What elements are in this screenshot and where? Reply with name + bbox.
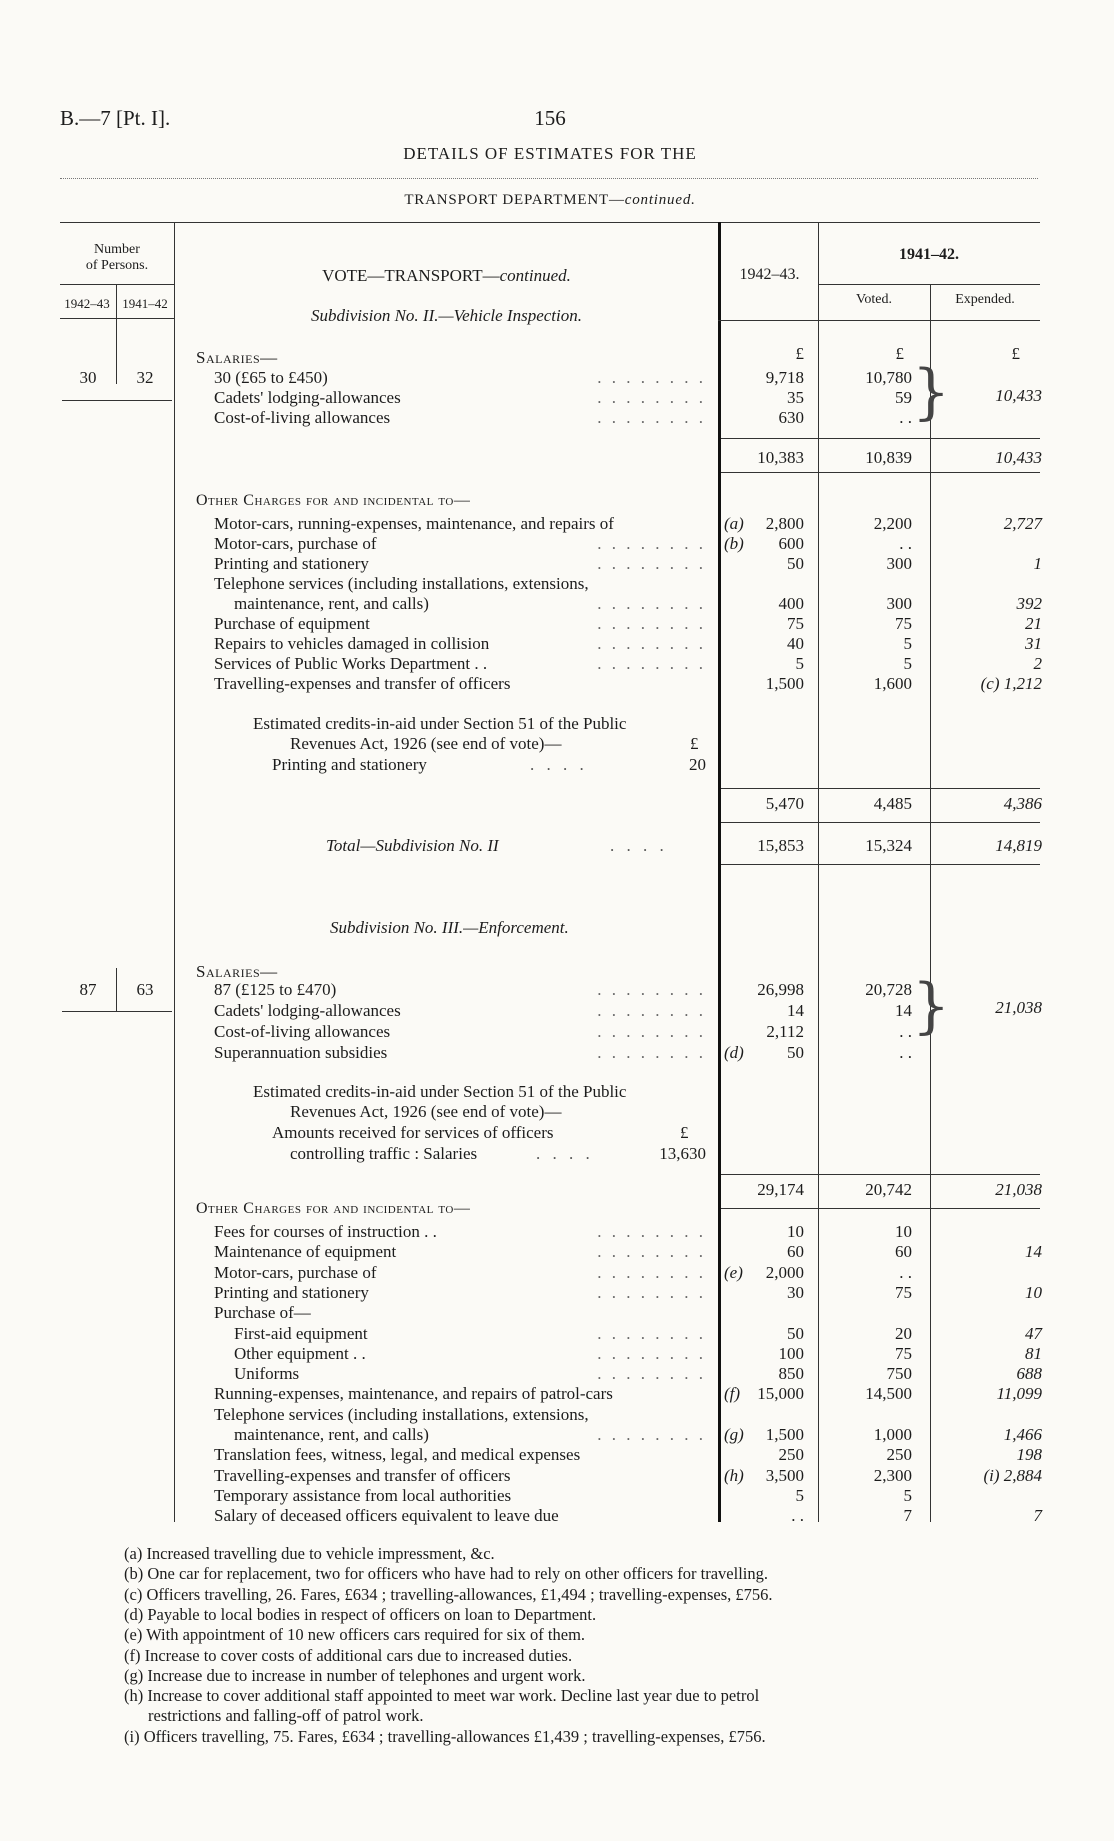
sub2-credits-line-2: Revenues Act, 1926 (see end of vote)— xyxy=(290,734,562,753)
sub3-salary-row-label: Superannuation subsidies xyxy=(214,1043,388,1062)
sub2-other-row-label: Travelling-expenses and transfer of officers xyxy=(214,674,511,693)
sub3-other-heading: Other Charges for and incidental to— xyxy=(196,1200,471,1217)
sub3-other-row-exp: (i) 2,884 xyxy=(983,1465,1042,1485)
header-rule xyxy=(60,178,1038,179)
document-code: B.—7 [Pt. I]. xyxy=(60,106,171,130)
amounts-header-bottom-rule xyxy=(718,320,1040,321)
sub2-other-row-note: (a) xyxy=(724,514,744,533)
sub2-other-total-bottom-rule xyxy=(721,822,1040,823)
subdivision-3-title: Subdivision No. III.—Enforcement. xyxy=(330,918,569,937)
sub3-other-row-exp: 81 xyxy=(1025,1343,1042,1363)
sub3-other-row-label: Printing and stationery xyxy=(214,1282,369,1302)
sub2-credits-value: 20 xyxy=(689,755,706,774)
sub3-other-row-voted: 1,000 xyxy=(873,1425,912,1444)
sub3-salary-row-voted: . . xyxy=(899,1043,912,1062)
sub3-other-row-note: (h) xyxy=(724,1465,744,1485)
sub2-other-row-label: Repairs to vehicles damaged in collision xyxy=(214,634,490,653)
sub3-salaries-total-voted: 20,742 xyxy=(865,1180,912,1199)
sub3-other-row-est: 3,500 xyxy=(765,1465,804,1485)
sub2-other-row-leader-dots: . . . . . . . . xyxy=(597,614,706,633)
footnote-item: (c) Officers travelling, 26. Fares, £634 ; travelling-allowances, £1,494 ; travelling-expenses, £756. xyxy=(124,1584,773,1604)
sub3-other-row-label: Purchase of— xyxy=(214,1303,311,1323)
sub2-other-row-exp: 1 xyxy=(1033,554,1042,573)
sub3-credits-line-3: Amounts received for services of officers xyxy=(272,1123,554,1142)
sub3-persons-4243: 87 xyxy=(79,980,97,999)
sub2-other-row-est: 2,800 xyxy=(765,514,804,533)
persons-year-4243: 1942–43 xyxy=(64,296,110,311)
sub3-other-row-label: Uniforms xyxy=(234,1364,300,1384)
sub2-other-row-voted: 75 xyxy=(895,614,912,633)
sub2-other-row-exp: 2 xyxy=(1033,654,1042,673)
sub2-other-row-est: 600 xyxy=(778,534,804,553)
sub2-other-row-label: Purchase of equipment xyxy=(214,614,370,633)
sub3-other-row-label: Temporary assistance from local authorities xyxy=(214,1485,512,1505)
sub3-credits-line-1: Estimated credits-in-aid under Section 51 of the Public xyxy=(253,1082,627,1101)
sub3-other-row-label: Fees for courses of instruction . . xyxy=(214,1222,437,1241)
sub3-other-row-label: Salary of deceased officers equivalent to leave due xyxy=(214,1506,559,1526)
sub3-other-row-label: Running-expenses, maintenance, and repairs of patrol-cars xyxy=(214,1384,613,1404)
sub2-other-row-label: Printing and stationery xyxy=(214,554,369,573)
sub3-other-row-label: First-aid equipment xyxy=(234,1323,368,1343)
sub2-salary-row-voted: 10,780 xyxy=(865,368,912,387)
sub3-other-row-exp: 198 xyxy=(1016,1445,1042,1465)
sub3-salary-row-label: Cost-of-living allowances xyxy=(214,1022,391,1041)
sub2-other-total-rule xyxy=(721,788,1040,789)
sub3-credits-dots: . . . . xyxy=(536,1144,594,1163)
sub2-salaries-brace-icon: } xyxy=(912,357,951,427)
column-heading-voted: Voted. xyxy=(856,292,892,307)
sub3-other-row-label: maintenance, rent, and calls) xyxy=(234,1425,429,1444)
sub2-other-row-leader-dots: . . . . . . . . xyxy=(597,554,706,573)
sub2-other-row-exp: 21 xyxy=(1025,614,1042,633)
sub2-other-row-leader-dots: . . . . . . . . xyxy=(597,534,706,553)
sub2-other-row-exp: (c) 1,212 xyxy=(980,674,1042,693)
sub3-salary-row-voted: 20,728 xyxy=(865,980,912,999)
sub2-total-label: Total—Subdivision No. II xyxy=(326,836,499,855)
sub3-salary-row-est: 26,998 xyxy=(757,980,804,999)
sub2-salary-row-leader-dots: . . . . . . . . xyxy=(597,388,706,407)
sub3-other-row-exp: 47 xyxy=(1025,1323,1042,1343)
sub3-persons-rule xyxy=(62,1011,172,1012)
column-heading-expended: Expended. xyxy=(955,292,1015,307)
sub2-other-row-label: Services of Public Works Department . . xyxy=(214,654,488,673)
sub3-other-row-est: 250 xyxy=(778,1445,804,1465)
voted-left-rule xyxy=(818,222,819,1522)
sub3-other-row-leader-dots: . . . . . . . . xyxy=(597,1262,706,1282)
sub3-other-row-est: . . xyxy=(791,1506,804,1526)
persons-header-rule xyxy=(60,284,174,285)
sub3-other-row-voted: 20 xyxy=(895,1323,912,1343)
sub3-other-row-est: 5 xyxy=(795,1485,804,1505)
sub3-other-row-label: Travelling-expenses and transfer of officers xyxy=(214,1465,511,1485)
footnote-item: (b) One car for replacement, two for officers who have had to rely on other officers for travelling. xyxy=(124,1564,769,1584)
sub2-other-row-label: maintenance, rent, and calls) xyxy=(234,594,429,613)
table-top-rule xyxy=(60,222,1040,223)
footnote-item: restrictions and falling-off of patrol work. xyxy=(148,1706,424,1726)
sub2-total-dots: . . . . xyxy=(610,836,668,855)
sub3-other-row-est: 15,000 xyxy=(757,1384,804,1404)
sub3-salary-row-voted: . . xyxy=(899,1022,912,1041)
subtitle-main: TRANSPORT DEPARTMENT— xyxy=(404,192,625,208)
sub3-persons-4142: 63 xyxy=(136,980,154,999)
subdivision-2-title: Subdivision No. II.—Vehicle Inspection. xyxy=(310,306,582,325)
sub2-other-row-leader-dots: . . . . . . . . xyxy=(597,634,706,653)
vote-title-continued: continued. xyxy=(499,266,571,285)
sub2-total-voted: 15,324 xyxy=(865,836,912,855)
sub3-other-row-exp: 11,099 xyxy=(996,1384,1042,1404)
sub2-other-row-est: 5 xyxy=(795,654,804,673)
sub2-other-row-voted: 5 xyxy=(903,634,912,653)
sub2-persons-rule xyxy=(62,400,172,401)
sub2-other-row-leader-dots: . . . . . . . . xyxy=(597,654,706,673)
sub3-other-row-leader-dots: . . . . . . . . xyxy=(597,1343,706,1363)
sub3-credits-line-4: controlling traffic : Salaries xyxy=(290,1144,478,1163)
sub3-other-row-est: 100 xyxy=(778,1343,804,1363)
footnote-item: (f) Increase to cover costs of additional cars due to increased duties. xyxy=(124,1645,573,1665)
sub3-credits-pound: £ xyxy=(680,1123,689,1142)
sub3-other-row-est: 50 xyxy=(787,1323,804,1343)
sub2-other-row-label: Telephone services (including installations, extensions, xyxy=(214,574,589,593)
sub2-persons-4243: 30 xyxy=(79,368,97,387)
sub3-other-row-exp: 1,466 xyxy=(1003,1425,1042,1444)
sub2-salary-row-est: 9,718 xyxy=(765,368,804,387)
page-number: 156 xyxy=(534,106,566,130)
sub3-other-row-leader-dots: . . . . . . . . xyxy=(597,1364,706,1384)
footnote-item: (e) With appointment of 10 new officers cars required for six of them. xyxy=(124,1625,586,1645)
sub3-other-row-leader-dots: . . . . . . . . xyxy=(597,1425,706,1444)
sub3-other-row-voted: . . xyxy=(899,1262,912,1282)
persons-header-rule-2 xyxy=(60,318,174,319)
sub2-other-row-est: 400 xyxy=(778,594,804,613)
sub2-salaries-heading: Salaries— xyxy=(196,348,278,367)
sub3-other-row-voted: 250 xyxy=(886,1445,912,1465)
column-heading-1941-42: 1941–42. xyxy=(899,246,959,263)
sub3-other-row-leader-dots: . . . . . . . . xyxy=(597,1323,706,1343)
sub3-other-row-est: 850 xyxy=(778,1364,804,1384)
sub2-other-total-voted: 4,485 xyxy=(873,794,912,813)
vote-title xyxy=(175,266,718,286)
sub3-other-row-note: (e) xyxy=(724,1262,743,1282)
sub3-other-row-label: Other equipment . . xyxy=(234,1343,366,1363)
sub2-credits-line-3: Printing and stationery xyxy=(272,755,427,774)
sub3-other-row-est: 1,500 xyxy=(765,1425,804,1444)
sub2-salary-row-label: Cadets' lodging-allowances xyxy=(214,388,401,407)
sub3-salaries-total-bottom-rule xyxy=(721,1208,1040,1209)
sub3-other-row-est: 30 xyxy=(787,1282,804,1302)
sub2-other-heading: Other Charges for and incidental to— xyxy=(196,492,471,509)
sub3-other-row-voted: 14,500 xyxy=(865,1384,912,1404)
sub2-salaries-expended: 10,433 xyxy=(995,386,1042,405)
sub3-other-row-voted: 60 xyxy=(895,1242,912,1262)
sub3-other-row-label: Translation fees, witness, legal, and medical expenses xyxy=(214,1445,581,1465)
sub2-salary-row-label: Cost-of-living allowances xyxy=(214,408,391,427)
sub3-other-row-leader-dots: . . . . . . . . xyxy=(597,1222,706,1241)
sub3-other-row-note: (g) xyxy=(724,1425,744,1444)
sub3-salaries-expended: 21,038 xyxy=(995,998,1042,1017)
page-subtitle xyxy=(340,192,760,209)
sub2-persons-4142: 32 xyxy=(136,368,154,387)
sub2-other-row-exp: 392 xyxy=(1016,594,1042,613)
sub2-other-row-exp: 31 xyxy=(1025,634,1042,653)
pound-sign-voted: £ xyxy=(895,344,904,363)
sub3-salaries-heading: Salaries— xyxy=(196,962,278,981)
sub3-credits-line-2: Revenues Act, 1926 (see end of vote)— xyxy=(290,1102,562,1121)
sub2-credits-dots: . . . . xyxy=(530,755,588,774)
sub3-other-row-voted: 10 xyxy=(895,1222,912,1241)
sub2-salary-row-leader-dots: . . . . . . . . xyxy=(597,408,706,427)
amounts-left-rule xyxy=(718,222,721,1522)
expended-left-rule xyxy=(930,284,931,1522)
sub3-salary-row-note: (d) xyxy=(724,1043,744,1062)
sub3-other-row-label: Motor-cars, purchase of xyxy=(214,1262,377,1282)
sub3-salaries-total-exp: 21,038 xyxy=(995,1180,1042,1199)
sub2-other-row-est: 1,500 xyxy=(765,674,804,693)
sub3-other-row-est: 2,000 xyxy=(765,1262,804,1282)
sub2-salaries-total-voted: 10,839 xyxy=(865,448,912,467)
sub3-salary-row-leader-dots: . . . . . . . . xyxy=(597,1001,706,1020)
footnote-item: (a) Increased travelling due to vehicle impressment, &c. xyxy=(124,1544,495,1563)
sub2-salaries-total-est: 10,383 xyxy=(757,448,804,467)
sub3-salaries-brace-icon: } xyxy=(912,971,951,1041)
sub2-other-row-label: Motor-cars, running-expenses, maintenance, and repairs of xyxy=(214,514,614,533)
sub2-other-row-voted: 300 xyxy=(886,594,912,613)
footnote-item: (d) Payable to local bodies in respect of officers on loan to Department. xyxy=(124,1604,597,1624)
sub3-other-row-est: 10 xyxy=(787,1222,804,1241)
sub3-other-row-voted: 750 xyxy=(886,1364,912,1384)
persons-heading-of-persons: of Persons. xyxy=(85,258,149,273)
sub2-other-row-label: Motor-cars, purchase of xyxy=(214,534,377,553)
sub3-salary-row-est: 50 xyxy=(787,1043,804,1062)
sub3-salary-row-label: 87 (£125 to £470) xyxy=(214,980,337,999)
sub2-other-row-voted: 2,200 xyxy=(873,514,912,533)
sub2-salary-row-voted: 59 xyxy=(895,388,912,407)
sub2-salaries-total-bottom-rule xyxy=(721,472,1040,473)
voted-header-rule xyxy=(818,284,1040,285)
sub2-other-row-est: 50 xyxy=(787,554,804,573)
sub2-other-row-voted: 1,600 xyxy=(873,674,912,693)
sub3-other-row-voted: 5 xyxy=(903,1485,912,1505)
sub3-other-row-voted: 75 xyxy=(895,1343,912,1363)
sub2-salaries-total-rule xyxy=(721,438,1040,439)
sub2-other-total-est: 5,470 xyxy=(765,794,804,813)
sub3-other-row-voted: 75 xyxy=(895,1282,912,1302)
persons-heading-number: Number xyxy=(94,242,140,257)
sub3-other-row-voted: 7 xyxy=(903,1506,912,1526)
sub2-total-est: 15,853 xyxy=(757,836,804,855)
vote-title-main: VOTE—TRANSPORT— xyxy=(322,266,500,285)
sub3-salary-row-leader-dots: . . . . . . . . xyxy=(597,1043,706,1062)
sub2-credits-pound: £ xyxy=(690,734,699,753)
footnote-item: (h) Increase to cover additional staff appointed to meet war work. Decline last year due to petrol xyxy=(124,1686,760,1706)
sub3-salary-row-label: Cadets' lodging-allowances xyxy=(214,1001,401,1020)
persons-column-rule xyxy=(174,222,175,1522)
pound-sign-4243: £ xyxy=(795,344,804,363)
footnote-item: (i) Officers travelling, 75. Fares, £634 ; travelling-allowances £1,439 ; travelling-expenses, £756. xyxy=(124,1726,766,1746)
sub3-salary-row-leader-dots: . . . . . . . . xyxy=(597,980,706,999)
sub2-salary-row-est: 35 xyxy=(787,388,804,407)
pound-sign-expended: £ xyxy=(1011,344,1020,363)
sub2-other-row-voted: . . xyxy=(899,534,912,553)
sub2-other-row-est: 40 xyxy=(787,634,804,653)
sub3-salary-row-est: 2,112 xyxy=(766,1022,804,1041)
sub3-other-row-label: Maintenance of equipment xyxy=(214,1242,397,1262)
sub2-other-row-voted: 5 xyxy=(903,654,912,673)
sub3-other-row-voted: 2,300 xyxy=(873,1465,912,1485)
sub3-other-row-est: 60 xyxy=(787,1242,804,1262)
sub3-other-row-exp: 10 xyxy=(1025,1282,1042,1302)
column-heading-1942-43: 1942–43. xyxy=(739,266,800,283)
sub3-other-row-exp: 14 xyxy=(1025,1242,1042,1262)
persons-heading xyxy=(60,242,174,274)
sub3-other-row-note: (f) xyxy=(724,1384,741,1404)
sub2-other-row-leader-dots: . . . . . . . . xyxy=(597,594,706,613)
sub2-other-total-exp: 4,386 xyxy=(1003,794,1042,813)
sub3-salary-row-voted: 14 xyxy=(895,1001,912,1020)
sub2-salary-row-label: 30 (£65 to £450) xyxy=(214,368,328,387)
sub3-salaries-total-est: 29,174 xyxy=(757,1180,804,1199)
sub3-salaries-total-rule xyxy=(721,1174,1040,1175)
sub3-other-row-exp: 7 xyxy=(1033,1506,1042,1526)
subtitle-continued: continued. xyxy=(624,192,696,208)
sub2-other-row-est: 75 xyxy=(787,614,804,633)
sub2-salary-row-voted: . . xyxy=(899,408,912,427)
sub2-total-exp: 14,819 xyxy=(995,836,1042,855)
sub2-other-row-exp: 2,727 xyxy=(1003,514,1042,533)
sub2-total-bottom-rule xyxy=(721,864,1040,865)
sub2-salary-row-leader-dots: . . . . . . . . xyxy=(597,368,706,387)
sub3-salary-row-est: 14 xyxy=(787,1001,804,1020)
sub2-salaries-total-exp: 10,433 xyxy=(995,448,1042,467)
sub3-other-row-leader-dots: . . . . . . . . xyxy=(597,1242,706,1262)
sub3-credits-value: 13,630 xyxy=(659,1144,706,1163)
sub2-salary-row-est: 630 xyxy=(778,408,804,427)
sub3-salary-row-leader-dots: . . . . . . . . xyxy=(597,1022,706,1041)
sub2-other-row-voted: 300 xyxy=(886,554,912,573)
persons-year-4142: 1941–42 xyxy=(122,296,168,311)
sub3-other-row-label: Telephone services (including installations, extensions, xyxy=(214,1404,589,1424)
sub3-other-row-exp: 688 xyxy=(1016,1364,1042,1384)
sub2-credits-line-1: Estimated credits-in-aid under Section 51 of the Public xyxy=(253,714,627,733)
sub3-other-row-leader-dots: . . . . . . . . xyxy=(597,1282,706,1302)
sub2-other-row-note: (b) xyxy=(724,534,744,553)
page-title: DETAILS OF ESTIMATES FOR THE xyxy=(403,144,697,163)
footnote-item: (g) Increase due to increase in number of telephones and urgent work. xyxy=(124,1665,586,1685)
